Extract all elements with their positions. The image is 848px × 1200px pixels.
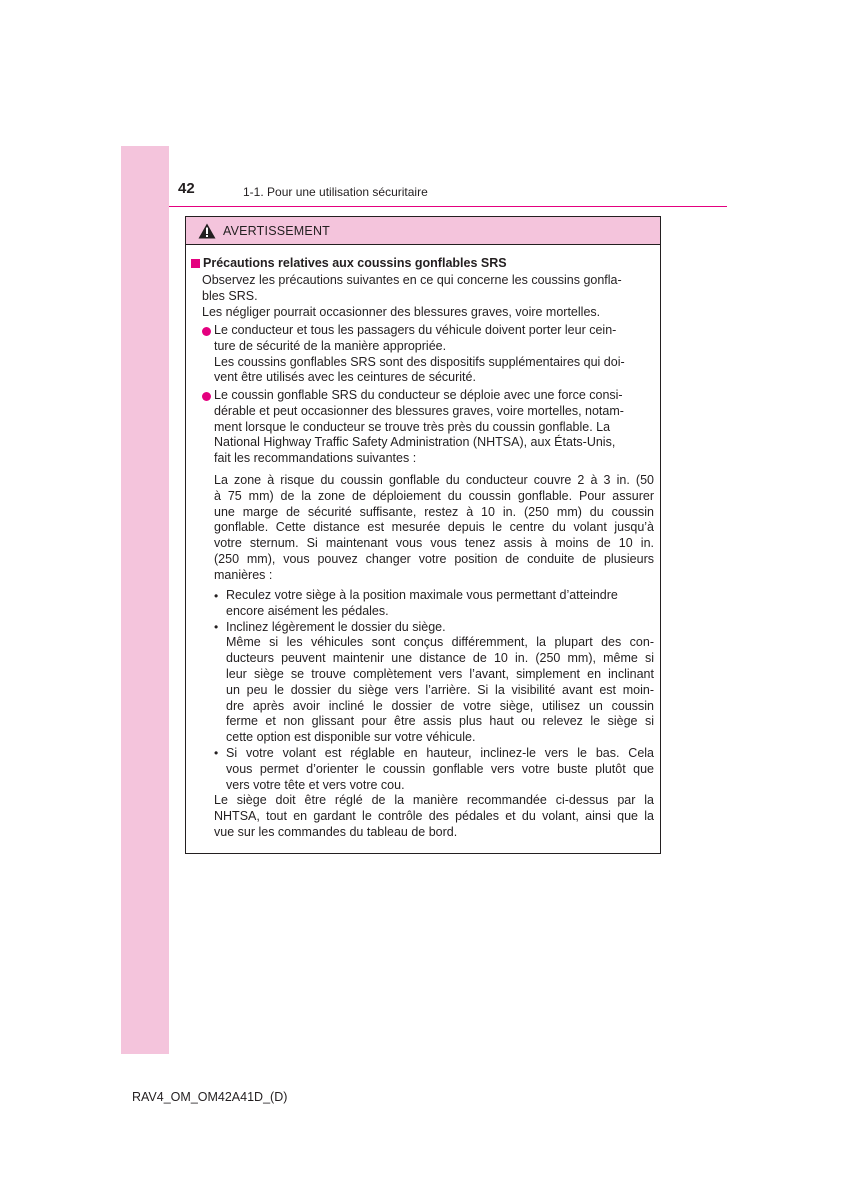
bullet-item: [226, 588, 654, 620]
section-heading: [191, 256, 507, 271]
zone-line: manières :: [214, 567, 273, 582]
bullet-line: encore aisément les pédales.: [226, 603, 389, 618]
bullet-item: [226, 746, 654, 793]
bullet-line: Si votre volant est réglable en hauteur, inclinez-le vers le bas. Cela: [226, 746, 654, 760]
bullet-line: Même si les véhicules sont conçus différemment, la plupart des con-: [226, 635, 654, 650]
section-title: 1-1. Pour une utilisation sécuritaire: [243, 185, 428, 199]
closing-paragraph: [214, 793, 654, 840]
item-line: National Highway Traffic Safety Administration (NHTSA), aux États-Unis,: [214, 435, 616, 450]
intro-paragraph: [202, 273, 648, 320]
item-line: Le coussin gonflable SRS du conducteur se déploie avec une force consi-: [214, 388, 623, 402]
list-item: [214, 388, 657, 467]
bullet-line: ducteurs peuvent maintenir une distance de 10 in. (250 mm), même si: [226, 651, 654, 666]
bullet-line: Inclinez légèrement le dossier du siège.: [226, 619, 446, 634]
intro-line: bles SRS.: [202, 288, 258, 303]
bullet-line: ferme et non glissant pour être assis plus haut ou relevez le siège si: [226, 714, 654, 729]
footer-document-code: RAV4_OM_OM42A41D_(D): [132, 1090, 288, 1104]
pink-dot-bullet-icon: [202, 327, 211, 336]
item-line: Les coussins gonflables SRS sont des dispositifs supplémentaires qui doi-: [214, 354, 625, 369]
closing-line: NHTSA, tout en gardant le contrôle des pédales et du volant, ainsi que la: [214, 809, 654, 824]
warning-triangle-icon: [198, 223, 216, 239]
zone-line: (250 mm), vous pouvez changer votre position de conduite de plusieurs: [214, 551, 654, 566]
side-band: [121, 146, 169, 1054]
bullet-line: vous permet d’orienter le coussin gonflable vers votre buste plutôt que: [226, 761, 654, 776]
zone-line: votre sternum. Si maintenant vous vous tenez assis à moins de 10 in.: [214, 536, 654, 551]
item-line: dérable et peut occasionner des blessures graves, voire mortelles, notam-: [214, 403, 624, 418]
zone-paragraph: [214, 473, 654, 584]
list-item-continued: [214, 339, 657, 386]
intro-line: Les négliger pourrait occasionner des blessures graves, voire mortelles.: [202, 304, 601, 319]
bullet-line: cette option est disponible sur votre véhicule.: [226, 730, 476, 745]
bullet-item-continued: [226, 635, 654, 746]
zone-line: La zone à risque du coussin gonflable du conducteur couvre 2 à 3 in. (50: [214, 473, 654, 487]
bullet-line: dre après avoir incliné le dossier de votre siège, utilisez un coussin: [226, 698, 654, 713]
zone-line: une marge de sécurité suffisante, restez à 10 in. (250 mm) du coussin: [214, 504, 654, 519]
item-line: Le conducteur et tous les passagers du véhicule doivent porter leur cein-: [214, 323, 617, 337]
pink-dot-bullet-icon: [202, 392, 211, 401]
bullet-item: [226, 620, 654, 636]
item-line: vent être utilisés avec les ceintures de sécurité.: [214, 370, 476, 385]
header-rule: [169, 206, 727, 207]
page-number: 42: [178, 180, 195, 197]
bullet-marker: •: [214, 589, 219, 603]
warning-label: AVERTISSEMENT: [223, 223, 331, 238]
warning-box: [185, 216, 661, 854]
zone-line: gonflable. Cette distance est mesurée depuis le centre du volant jusqu’à: [214, 520, 654, 535]
bullet-line: Reculez votre siège à la position maximale vous permettant d’atteindre: [226, 588, 618, 602]
bullet-line: vers votre tête et vers votre cou.: [226, 777, 405, 792]
bullet-marker: •: [214, 620, 219, 634]
item-line: fait les recommandations suivantes :: [214, 451, 417, 466]
closing-line: vue sur les commandes du tableau de bord.: [214, 824, 458, 839]
warning-header: [186, 217, 660, 245]
bullet-line: leur siège se trouve complètement vers l’avant, simplement en inclinant: [226, 666, 654, 681]
intro-line: Observez les précautions suivantes en ce qui concerne les coussins gonfla-: [202, 273, 622, 287]
zone-line: à 75 mm) de la zone de déploiement du coussin gonflable. Pour assurer: [214, 488, 654, 503]
list-item: [214, 323, 657, 339]
bullet-line: un peu le dossier du siège vers l’arrière. Si la visibilité avant est moin-: [226, 682, 654, 697]
bullet-marker: •: [214, 746, 219, 760]
section-heading-text: Précautions relatives aux coussins gonflables SRS: [203, 256, 507, 270]
item-line: ment lorsque le conducteur se trouve très près du coussin gonflable. La: [214, 419, 611, 434]
square-bullet-icon: [191, 259, 200, 268]
item-line: ture de sécurité de la manière appropriée.: [214, 338, 447, 353]
closing-line: Le siège doit être réglé de la manière recommandée ci-dessus par la: [214, 793, 654, 808]
